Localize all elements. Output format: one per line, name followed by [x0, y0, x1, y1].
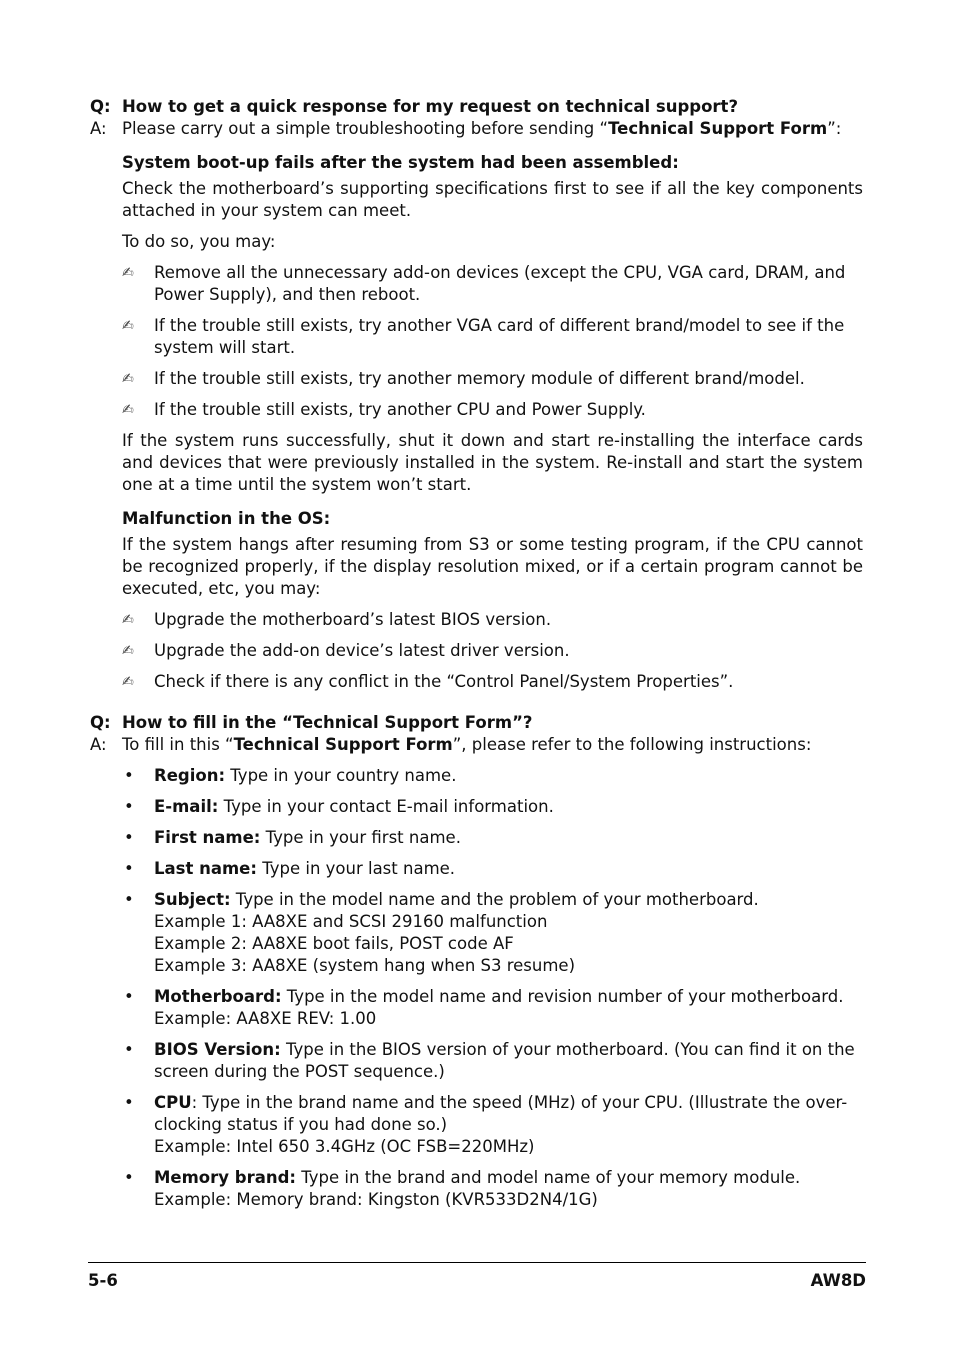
field-text: Type in the BIOS version of your motherboard. (You can find it on the screen during the POST sequence.) — [154, 1040, 855, 1081]
pointing-hand-icon: ✍ — [122, 643, 134, 659]
list-item — [122, 986, 863, 1030]
field-label: CPU — [154, 1093, 192, 1112]
field-example: Example: Memory brand: Kingston (KVR533D2N4/1G) — [154, 1190, 598, 1209]
field-description — [154, 858, 455, 880]
list-item — [122, 827, 863, 849]
pointing-hand-icon: ✍ — [122, 371, 134, 387]
pointing-hand-icon: ✍ — [122, 674, 134, 690]
bullet-icon: • — [124, 859, 134, 878]
faq-question — [90, 712, 863, 734]
field-label: First name: — [154, 828, 261, 847]
section-boot-failure — [122, 152, 863, 496]
section-todo: To do so, you may: — [122, 232, 276, 251]
answer-text-post: ”: — [827, 119, 842, 138]
pointing-hand-icon: ✍ — [122, 402, 134, 418]
list-item — [122, 315, 863, 359]
list-item — [122, 1092, 863, 1158]
answer-text — [122, 734, 863, 756]
question-text: How to fill in the “Technical Support Form”? — [122, 713, 533, 732]
field-label: Last name: — [154, 859, 257, 878]
faq-answer — [90, 734, 863, 756]
bullet-icon: • — [124, 890, 134, 909]
field-description — [154, 1039, 863, 1083]
field-label: Memory brand: — [154, 1168, 297, 1187]
section-intro: Check the motherboard’s supporting specifications first to see if all the key components attached in your system can meet. — [122, 179, 863, 220]
list-item — [122, 889, 863, 977]
list-item — [122, 368, 863, 390]
field-label: BIOS Version: — [154, 1040, 281, 1059]
list-item — [122, 640, 863, 662]
section-heading: System boot-up fails after the system had been assembled: — [122, 153, 679, 172]
section-heading: Malfunction in the OS: — [122, 509, 331, 528]
page-footer — [88, 1262, 866, 1292]
answer-text-post: ”, please refer to the following instructions: — [452, 735, 812, 754]
step-text: If the trouble still exists, try another VGA card of different brand/model to see if the system will start. — [154, 316, 845, 357]
field-text: : Type in the brand name and the speed (MHz) of your CPU. (Illustrate the over-clocking status if you had done so.) — [154, 1093, 848, 1134]
bullet-icon: • — [124, 1093, 134, 1112]
step-text: Check if there is any conflict in the “Control Panel/System Properties”. — [154, 672, 734, 691]
answer-text — [122, 118, 863, 140]
step-text: Remove all the unnecessary add-on devices (except the CPU, VGA card, DRAM, and Power Supply), and then reboot. — [154, 263, 846, 304]
field-text: Type in your contact E-mail information. — [218, 797, 554, 816]
list-item — [122, 671, 863, 693]
field-text: Type in the model name and revision number of your motherboard. — [281, 987, 844, 1006]
field-example: Example 3: AA8XE (system hang when S3 resume) — [154, 956, 576, 975]
answer-text-bold: Technical Support Form — [233, 735, 453, 754]
field-example: Example: AA8XE REV: 1.00 — [154, 1009, 377, 1028]
list-item — [122, 1167, 863, 1211]
list-item — [122, 399, 863, 421]
field-label: Motherboard: — [154, 987, 282, 1006]
section-outro: If the system runs successfully, shut it down and start re-installing the interface cards and devices that were previously installed in the system. Re-install and start the system one at a time until the system won’t start. — [122, 431, 863, 494]
pointing-hand-icon: ✍ — [122, 318, 134, 334]
answer-text-bold: Technical Support Form — [608, 119, 828, 138]
field-example: Example 2: AA8XE boot fails, POST code AF — [154, 934, 514, 953]
answer-label: A: — [90, 735, 107, 754]
field-description — [154, 1092, 863, 1158]
field-text: Type in your country name. — [225, 766, 457, 785]
bullet-icon: • — [124, 797, 134, 816]
field-text: Type in the model name and the problem of your motherboard. — [230, 890, 759, 909]
step-text: Upgrade the add-on device’s latest driver version. — [154, 641, 570, 660]
field-text: Type in your last name. — [256, 859, 456, 878]
question-text: How to get a quick response for my request on technical support? — [122, 97, 739, 116]
bullet-icon: • — [124, 987, 134, 1006]
question-label: Q: — [90, 713, 111, 732]
field-description — [154, 986, 843, 1030]
bullet-icon: • — [124, 828, 134, 847]
list-item — [122, 858, 863, 880]
step-text: If the trouble still exists, try another memory module of different brand/model. — [154, 369, 805, 388]
list-item — [122, 796, 863, 818]
field-label: E-mail: — [154, 797, 219, 816]
page-number: 5-6 — [88, 1271, 118, 1290]
field-description — [154, 889, 759, 977]
bullet-icon: • — [124, 1040, 134, 1059]
field-description — [154, 1167, 800, 1211]
bullet-icon: • — [124, 1168, 134, 1187]
field-example: Example 1: AA8XE and SCSI 29160 malfunction — [154, 912, 548, 931]
step-list — [122, 262, 863, 421]
list-item — [122, 765, 863, 787]
field-text: Type in your first name. — [260, 828, 461, 847]
answer-label: A: — [90, 119, 107, 138]
list-item — [122, 609, 863, 631]
field-label: Region: — [154, 766, 226, 785]
faq-question — [90, 96, 863, 118]
page-content — [90, 96, 863, 1211]
field-description — [154, 827, 461, 849]
field-label: Subject: — [154, 890, 231, 909]
list-item — [122, 262, 863, 306]
field-description — [154, 765, 456, 787]
field-text: Type in the brand and model name of your memory module. — [296, 1168, 801, 1187]
field-list — [122, 765, 863, 1211]
step-text: Upgrade the motherboard’s latest BIOS version. — [154, 610, 552, 629]
question-label: Q: — [90, 97, 111, 116]
field-description — [154, 796, 554, 818]
answer-text-pre: To fill in this “ — [122, 735, 234, 754]
form-field-instructions — [122, 765, 863, 1211]
model-name: AW8D — [810, 1271, 866, 1290]
section-intro: If the system hangs after resuming from S3 or some testing program, if the CPU cannot be recognized properly, if the display resolution mixed, or if a certain program cannot be executed, etc, you may: — [122, 535, 863, 598]
bullet-icon: • — [124, 766, 134, 785]
field-example: Example: Intel 650 3.4GHz (OC FSB=220MHz) — [154, 1137, 535, 1156]
pointing-hand-icon: ✍ — [122, 265, 134, 281]
faq-answer — [90, 118, 863, 140]
pointing-hand-icon: ✍ — [122, 612, 134, 628]
list-item — [122, 1039, 863, 1083]
step-list — [122, 609, 863, 693]
section-os-malfunction — [122, 508, 863, 693]
step-text: If the trouble still exists, try another CPU and Power Supply. — [154, 400, 646, 419]
answer-text-pre: Please carry out a simple troubleshooting before sending “ — [122, 119, 609, 138]
